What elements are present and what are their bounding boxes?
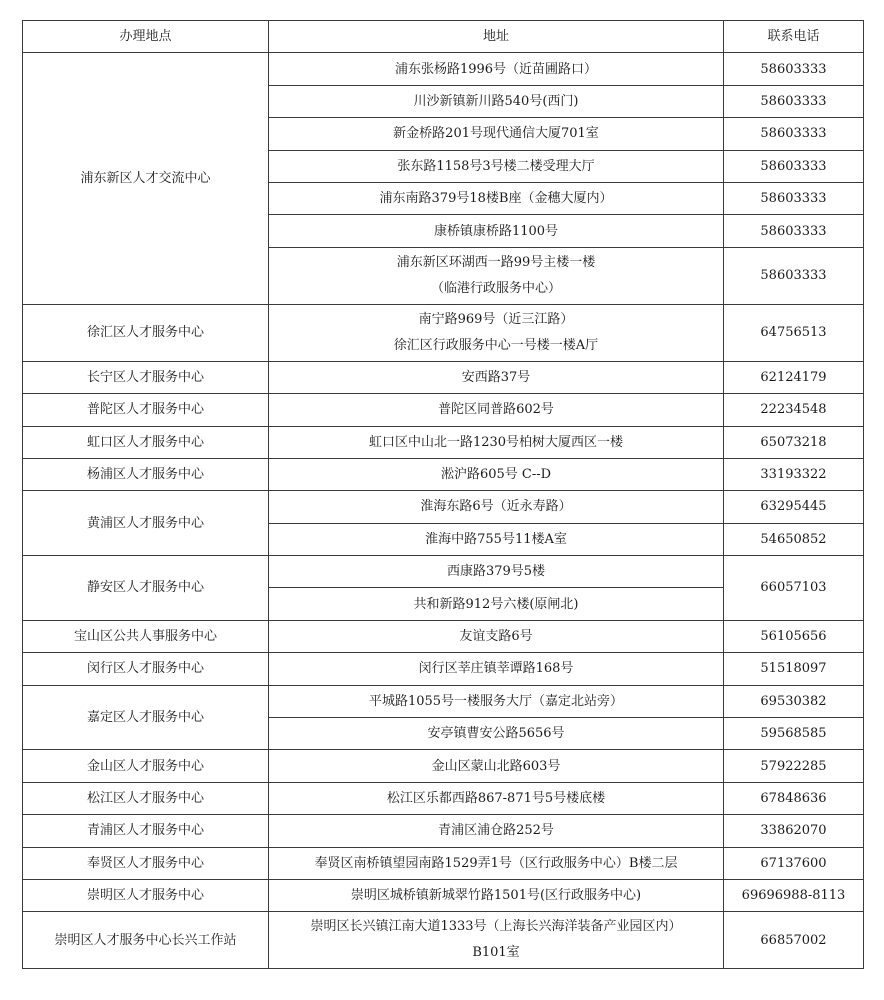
phone-cell: 59568585 bbox=[724, 718, 864, 750]
phone-cell: 64756513 bbox=[724, 304, 864, 361]
location-cell: 徐汇区人才服务中心 bbox=[23, 304, 269, 361]
address-cell bbox=[269, 782, 724, 814]
address-line: 浦东新区环湖西一路99号主楼一楼 bbox=[396, 254, 596, 270]
address-line: 共和新路912号六楼(原闸北) bbox=[413, 596, 579, 612]
address-cell bbox=[269, 620, 724, 652]
table-row bbox=[23, 620, 864, 652]
location-cell: 静安区人才服务中心 bbox=[23, 556, 269, 621]
phone-cell: 58603333 bbox=[724, 118, 864, 150]
address-cell bbox=[269, 750, 724, 782]
header-phone: 联系电话 bbox=[724, 21, 864, 53]
table-row bbox=[23, 426, 864, 458]
phone-cell: 66057103 bbox=[724, 556, 864, 621]
phone-cell: 58603333 bbox=[724, 182, 864, 214]
phone-cell: 56105656 bbox=[724, 620, 864, 652]
address-cell bbox=[269, 815, 724, 847]
phone-cell: 69530382 bbox=[724, 685, 864, 717]
table-header-row bbox=[23, 21, 864, 53]
address-line: 虹口区中山北一路1230号柏树大厦西区一楼 bbox=[368, 434, 624, 450]
location-cell: 嘉定区人才服务中心 bbox=[23, 685, 269, 750]
address-cell bbox=[269, 879, 724, 911]
address-cell bbox=[269, 718, 724, 750]
address-line: 川沙新镇新川路540号(西门) bbox=[413, 93, 579, 109]
location-cell: 长宁区人才服务中心 bbox=[23, 361, 269, 393]
address-line: 崇明区长兴镇江南大道1333号（上海长兴海洋装备产业园区内） bbox=[310, 919, 682, 935]
header-address: 地址 bbox=[269, 21, 724, 53]
table-body bbox=[23, 53, 864, 969]
address-line: B101室 bbox=[472, 945, 520, 961]
address-line: 安亭镇曹安公路5656号 bbox=[427, 726, 565, 742]
phone-cell: 54650852 bbox=[724, 523, 864, 555]
phone-cell: 63295445 bbox=[724, 491, 864, 523]
header-location: 办理地点 bbox=[23, 21, 269, 53]
address-line: 普陀区同普路602号 bbox=[438, 402, 554, 418]
address-cell bbox=[269, 653, 724, 685]
phone-cell: 58603333 bbox=[724, 85, 864, 117]
address-line: 浦东南路379号18楼B座（金穗大厦内） bbox=[379, 191, 613, 207]
phone-cell: 67848636 bbox=[724, 782, 864, 814]
address-line: 徐汇区行政服务中心一号楼一楼A厅 bbox=[393, 337, 599, 353]
service-locations-table bbox=[22, 20, 864, 969]
address-line: 奉贤区南桥镇望园南路1529弄1号（区行政服务中心）B楼二层 bbox=[314, 855, 678, 871]
location-cell: 浦东新区人才交流中心 bbox=[23, 53, 269, 304]
address-cell bbox=[269, 491, 724, 523]
service-locations-table-container bbox=[22, 20, 863, 969]
address-cell bbox=[269, 118, 724, 150]
table-row bbox=[23, 53, 864, 85]
address-cell bbox=[269, 150, 724, 182]
address-cell bbox=[269, 85, 724, 117]
phone-cell: 58603333 bbox=[724, 247, 864, 304]
location-cell: 宝山区公共人事服务中心 bbox=[23, 620, 269, 652]
location-cell: 崇明区人才服务中心 bbox=[23, 879, 269, 911]
table-row bbox=[23, 361, 864, 393]
address-cell bbox=[269, 912, 724, 969]
address-line: 康桥镇康桥路1100号 bbox=[433, 223, 559, 239]
table-row bbox=[23, 685, 864, 717]
location-cell: 黄浦区人才服务中心 bbox=[23, 491, 269, 556]
location-cell: 松江区人才服务中心 bbox=[23, 782, 269, 814]
table-row bbox=[23, 815, 864, 847]
address-line: 浦东张杨路1996号（近苗圃路口） bbox=[394, 61, 598, 77]
table-row bbox=[23, 653, 864, 685]
address-cell bbox=[269, 215, 724, 247]
address-cell bbox=[269, 53, 724, 85]
address-line: 安西路37号 bbox=[461, 369, 531, 385]
location-cell: 奉贤区人才服务中心 bbox=[23, 847, 269, 879]
address-cell bbox=[269, 304, 724, 361]
location-cell: 金山区人才服务中心 bbox=[23, 750, 269, 782]
phone-cell: 22234548 bbox=[724, 394, 864, 426]
phone-cell: 69696988-8113 bbox=[724, 879, 864, 911]
address-line: 张东路1158号3号楼二楼受理大厅 bbox=[397, 158, 595, 174]
phone-cell: 33862070 bbox=[724, 815, 864, 847]
location-cell: 杨浦区人才服务中心 bbox=[23, 458, 269, 490]
phone-cell: 65073218 bbox=[724, 426, 864, 458]
address-cell bbox=[269, 685, 724, 717]
location-cell: 闵行区人才服务中心 bbox=[23, 653, 269, 685]
address-line: 友谊支路6号 bbox=[459, 629, 533, 645]
phone-cell: 57922285 bbox=[724, 750, 864, 782]
table-row bbox=[23, 782, 864, 814]
table-row bbox=[23, 912, 864, 969]
table-row bbox=[23, 458, 864, 490]
location-cell: 崇明区人才服务中心长兴工作站 bbox=[23, 912, 269, 969]
address-line: 南宁路969号（近三江路） bbox=[418, 311, 574, 327]
address-line: 淞沪路605号 C--D bbox=[440, 467, 552, 483]
table-row bbox=[23, 847, 864, 879]
location-cell: 青浦区人才服务中心 bbox=[23, 815, 269, 847]
phone-cell: 58603333 bbox=[724, 215, 864, 247]
table-row bbox=[23, 879, 864, 911]
phone-cell: 58603333 bbox=[724, 150, 864, 182]
address-line: 闵行区莘庄镇莘谭路168号 bbox=[418, 661, 574, 677]
location-cell: 普陀区人才服务中心 bbox=[23, 394, 269, 426]
table-row bbox=[23, 556, 864, 588]
address-cell bbox=[269, 458, 724, 490]
phone-cell: 67137600 bbox=[724, 847, 864, 879]
phone-cell: 62124179 bbox=[724, 361, 864, 393]
address-cell bbox=[269, 182, 724, 214]
address-line: 金山区蒙山北路603号 bbox=[431, 758, 561, 774]
address-line: 淮海中路755号11楼A室 bbox=[425, 531, 567, 547]
table-row bbox=[23, 750, 864, 782]
address-cell bbox=[269, 394, 724, 426]
address-line: 淮海东路6号（近永寿路） bbox=[420, 499, 572, 515]
address-line: 西康路379号5楼 bbox=[446, 564, 546, 580]
location-cell: 虹口区人才服务中心 bbox=[23, 426, 269, 458]
phone-cell: 33193322 bbox=[724, 458, 864, 490]
address-line: 平城路1055号一楼服务大厅（嘉定北站旁） bbox=[368, 693, 624, 709]
address-cell bbox=[269, 247, 724, 304]
address-cell bbox=[269, 556, 724, 588]
table-row bbox=[23, 304, 864, 361]
phone-cell: 66857002 bbox=[724, 912, 864, 969]
address-cell bbox=[269, 588, 724, 620]
address-line: 松江区乐都西路867-871号5号楼底楼 bbox=[386, 791, 606, 806]
address-cell bbox=[269, 523, 724, 555]
address-line: 新金桥路201号现代通信大厦701室 bbox=[393, 126, 599, 142]
address-cell bbox=[269, 847, 724, 879]
phone-cell: 58603333 bbox=[724, 53, 864, 85]
table-row bbox=[23, 394, 864, 426]
table-row bbox=[23, 491, 864, 523]
address-cell bbox=[269, 426, 724, 458]
address-line: 青浦区浦仓路252号 bbox=[438, 823, 554, 839]
address-cell bbox=[269, 361, 724, 393]
phone-cell: 51518097 bbox=[724, 653, 864, 685]
address-line: 崇明区城桥镇新城翠竹路1501号(区行政服务中心) bbox=[350, 888, 642, 904]
address-line: （临港行政服务中心） bbox=[430, 280, 561, 296]
